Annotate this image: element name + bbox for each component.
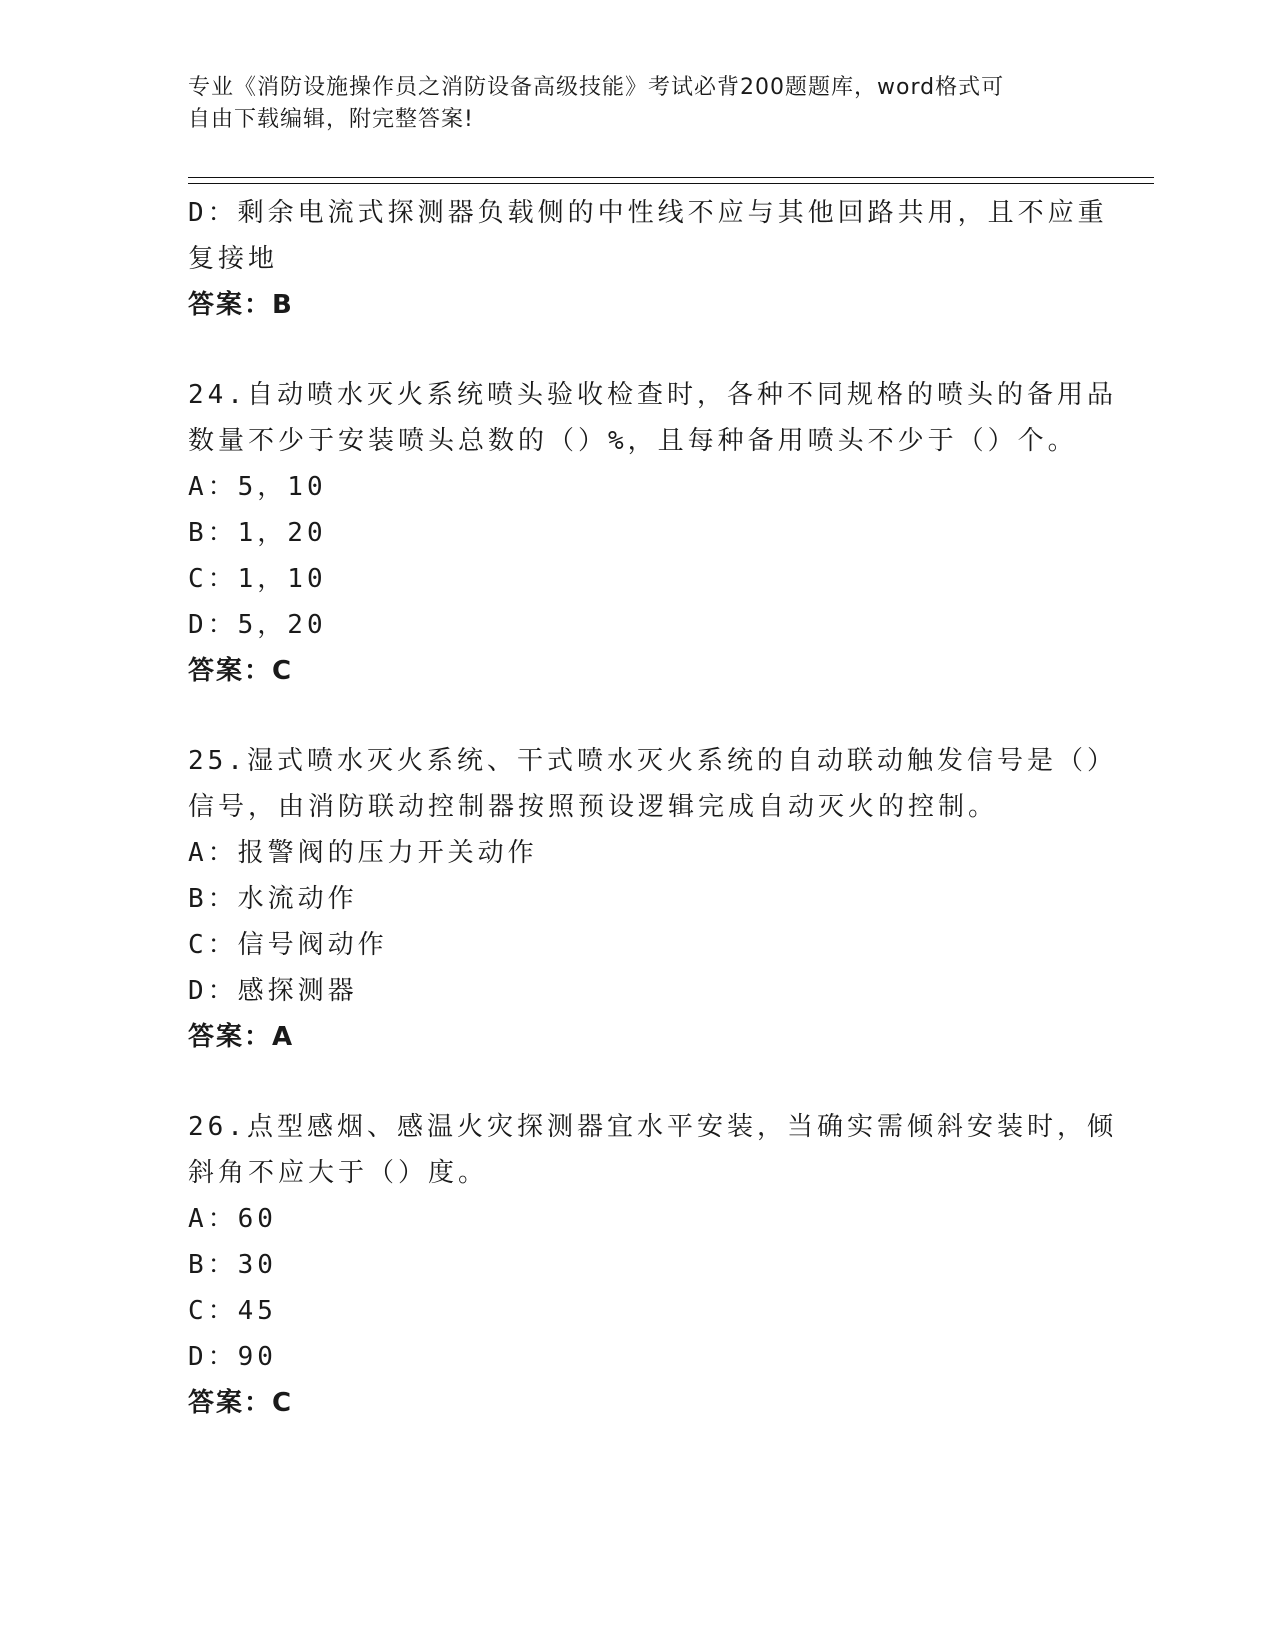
question-spacer xyxy=(188,1060,1068,1104)
question-spacer xyxy=(188,328,1068,372)
option-d-continued: 复接地 xyxy=(188,244,279,274)
option-a: A：5，10 xyxy=(188,472,327,502)
question-25 xyxy=(188,738,1117,1060)
question-text-continued: 数量不少于安装喷头总数的（）%，且每种备用喷头不少于（）个。 xyxy=(188,426,1078,456)
option-d: D：剩余电流式探测器负载侧的中性线不应与其他回路共用，且不应重 xyxy=(188,198,1108,228)
option-c: C：信号阀动作 xyxy=(188,930,388,960)
question-24 xyxy=(188,372,1117,694)
option-c: C：45 xyxy=(188,1296,277,1326)
answer: 答案：C xyxy=(188,1388,294,1418)
header-title-line-1: 专业《消防设施操作员之消防设备高级技能》考试必背200题题库，word格式可 xyxy=(188,75,1005,100)
option-d: D：感探测器 xyxy=(188,976,358,1006)
option-a: A：60 xyxy=(188,1204,277,1234)
option-d: D：5，20 xyxy=(188,610,327,640)
answer: 答案：A xyxy=(188,1022,295,1052)
header-divider-bottom xyxy=(188,183,1154,184)
option-b: B：水流动作 xyxy=(188,884,358,914)
document-header xyxy=(188,72,1068,136)
option-a: A：报警阀的压力开关动作 xyxy=(188,838,538,868)
question-23-tail xyxy=(188,190,1108,328)
question-text-continued: 信号，由消防联动控制器按照预设逻辑完成自动灭火的控制。 xyxy=(188,792,999,822)
question-list xyxy=(188,190,1117,1426)
question-spacer xyxy=(188,694,1068,738)
question-text: 26.点型感烟、感温火灾探测器宜水平安装，当确实需倾斜安装时，倾 xyxy=(188,1112,1117,1142)
answer: 答案：B xyxy=(188,290,294,320)
answer: 答案：C xyxy=(188,656,294,686)
question-text: 24.自动喷水灭火系统喷头验收检查时，各种不同规格的喷头的备用品 xyxy=(188,380,1117,410)
question-26 xyxy=(188,1104,1117,1426)
option-d: D：90 xyxy=(188,1342,277,1372)
option-c: C：1，10 xyxy=(188,564,327,594)
question-text: 25.湿式喷水灭火系统、干式喷水灭火系统的自动联动触发信号是（） xyxy=(188,746,1117,776)
option-b: B：30 xyxy=(188,1250,277,1280)
header-title-line-2: 自由下载编辑，附完整答案! xyxy=(188,107,474,132)
question-text-continued: 斜角不应大于（）度。 xyxy=(188,1158,489,1188)
header-divider-top xyxy=(188,177,1154,178)
option-b: B：1，20 xyxy=(188,518,327,548)
